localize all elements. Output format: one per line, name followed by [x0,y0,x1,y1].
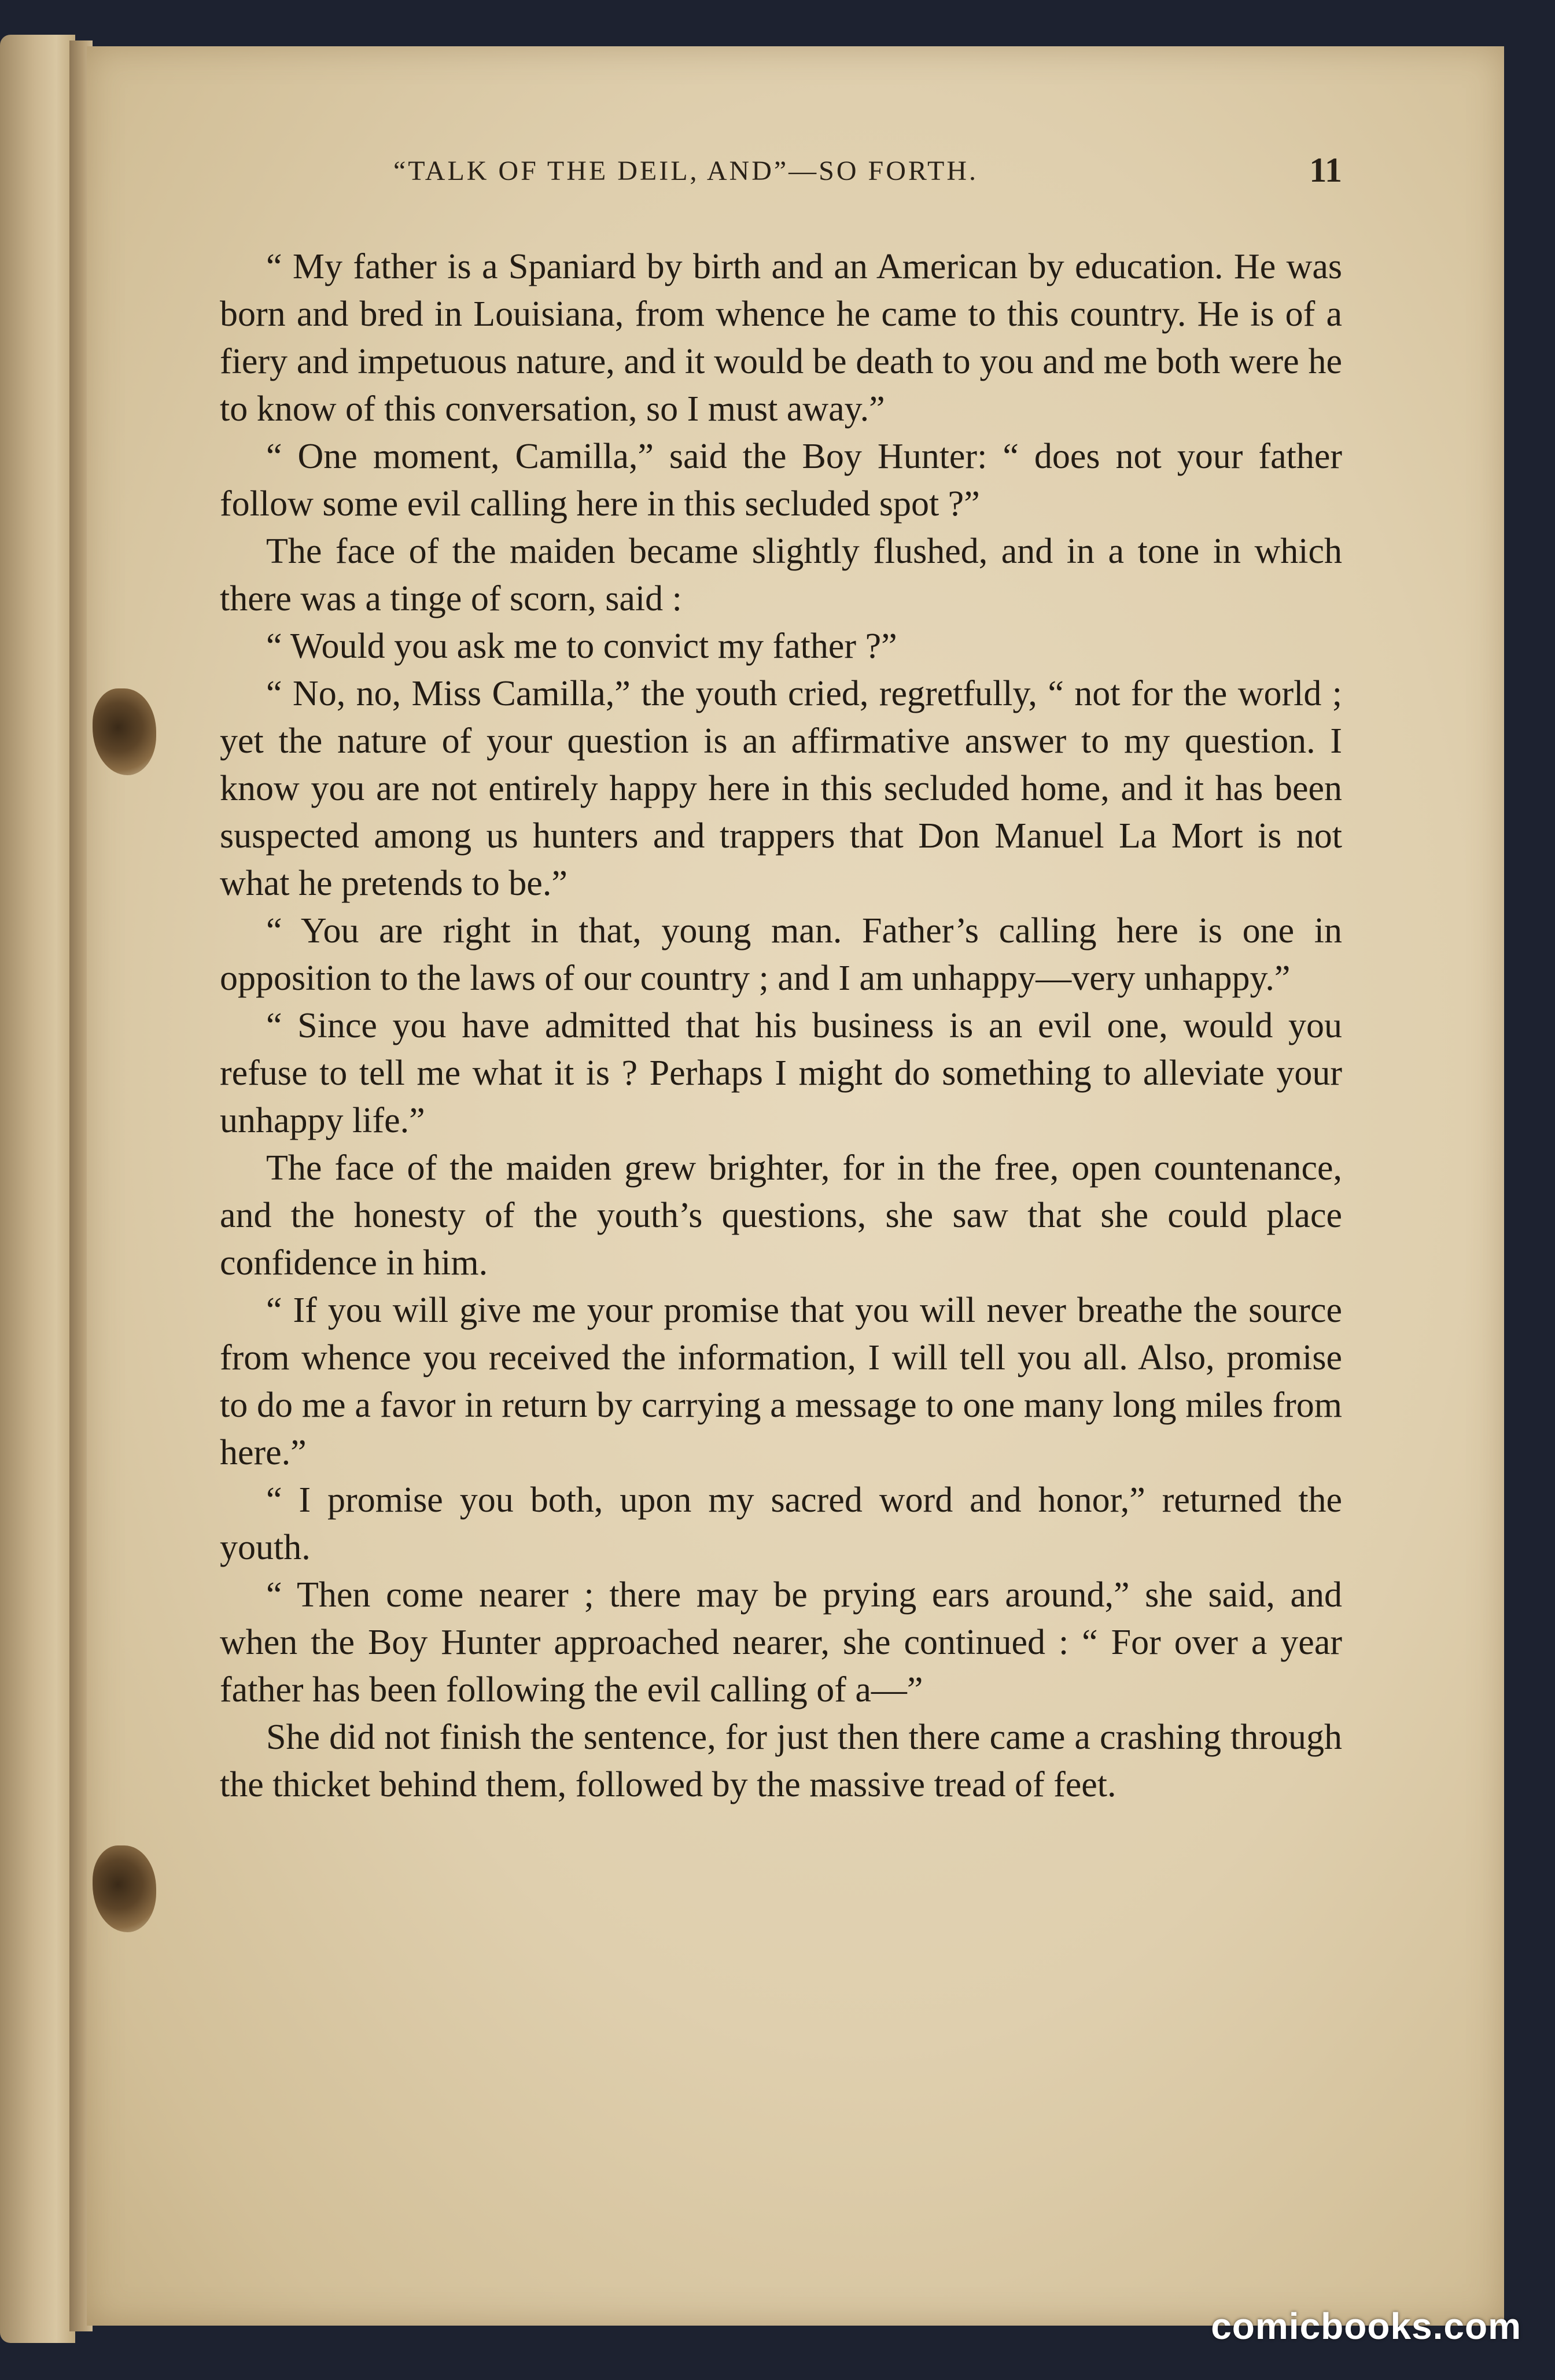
body-text [220,243,1342,1808]
binding-stain-top [93,688,156,775]
running-title: “TALK OF THE DEIL, AND”—SO FORTH. [393,156,978,186]
paragraph: The face of the maiden became slightly flushed, and in a tone in which there was a tinge of scorn, said : [220,532,1342,618]
paragraph: The face of the maiden grew brighter, for in the free, open countenance, and the honesty of the youth’s questions, she saw that she could place confidence in him. [220,1148,1342,1283]
binding-stain-bottom [93,1845,156,1932]
paragraph: “ Would you ask me to convict my father ?” [266,627,897,666]
paragraph: “ You are right in that, young man. Father’s calling here is one in opposition to the laws of our country ; and I am unhappy—very unhappy.” [220,911,1342,998]
paragraph: “ One moment, Camilla,” said the Boy Hunter: “ does not your father follow some evil calling here in this secluded spot ?” [220,437,1342,524]
paragraph: She did not finish the sentence, for just then there came a crashing through the thicket behind them, followed by the massive tread of feet. [220,1718,1342,1804]
paragraph: “ If you will give me your promise that you will never breathe the source from whence you received the information, I will tell you all. Also, promise to do me a favor in return by carrying a message to one many long miles from here.” [220,1291,1342,1472]
paragraph: “ Then come nearer ; there may be prying ears around,” she said, and when the Boy Hunter approached nearer, she continued : “ For over a year father has been following the evil calling of a—” [220,1575,1342,1710]
running-header [220,151,1342,201]
paragraph: “ Since you have admitted that his business is an evil one, would you refuse to tell me what it is ? Perhaps I might do something to alleviate your unhappy life.” [220,1006,1342,1140]
site-watermark: comicbooks.com [1211,2305,1521,2347]
paragraph: “ No, no, Miss Camilla,” the youth cried, regretfully, “ not for the world ; yet the nature of your question is an affirmative answer to my question. I know you are not entirely happy here in this secluded home, and it has been suspected among us hunters and trappers that Don Manuel La Mort is not what he pretends to be.” [220,674,1342,903]
paragraph: “ My father is a Spaniard by birth and an American by education. He was born and bred in Louisiana, from whence he came to this country. He is of a fiery and impetuous nature, and it would be death to you and me both were he to know of this conversation, so I must away.” [220,247,1342,429]
page-number: 11 [1309,151,1342,189]
facing-page-edge [0,35,75,2343]
paragraph: “ I promise you both, upon my sacred word and honor,” returned the youth. [220,1480,1342,1567]
